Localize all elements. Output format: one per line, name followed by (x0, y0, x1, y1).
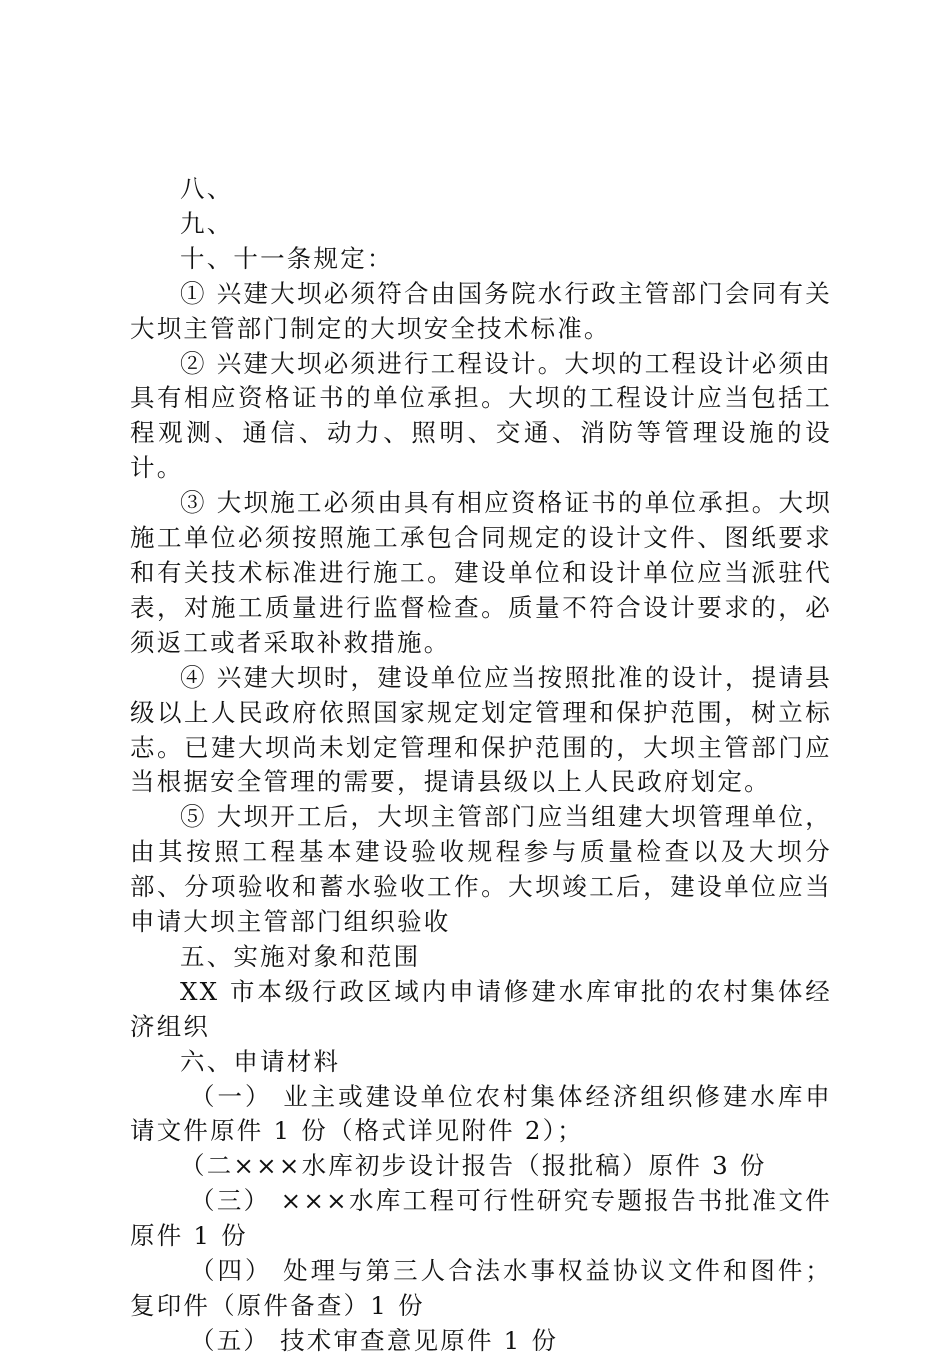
rule-paragraph-4: ④ 兴建大坝时，建设单位应当按照批准的设计，提请县级以上人民政府依照国家规定划定管理和保护范围，树立标志。已建大坝尚未划定管理和保护范围的，大坝主管部门应当根据安全管理的需要，提请县级以上人民政府划定。 (130, 662, 832, 797)
material-item-4: （四） 处理与第三人合法水事权益协议文件和图件；复印件（原件备查）1 份 (130, 1256, 832, 1320)
material-item-3: （三） ×××水库工程可行性研究专题报告书批准文件原件 1 份 (130, 1186, 832, 1251)
material-item-5: （五） 技术审查意见原件 1 份 (190, 1325, 559, 1355)
rule-paragraph-5: ⑤ 大坝开工后，大坝主管部门应当组建大坝管理单位，由其按照工程基本建设验收规程参与质量检查以及大坝分部、分项验收和蓄水验收工作。大坝竣工后，建设单位应当申请大坝主管部门组织验收 (130, 802, 832, 937)
section-heading-scope: 五、实施对象和范围 (180, 941, 421, 971)
scope-paragraph: XX 市本级行政区域内申请修建水库审批的农村集体经济组织 (130, 976, 832, 1041)
material-item-2: （二×××水库初步设计报告（报批稿）原件 3 份 (180, 1151, 767, 1181)
material-item-1: （一） 业主或建设单位农村集体经济组织修建水库申请文件原件 1 份（格式详见附件 2）； (130, 1081, 832, 1146)
section-heading-eight: 八、 (180, 174, 234, 203)
rule-paragraph-2: ② 兴建大坝必须进行工程设计。大坝的工程设计必须由具有相应资格证书的单位承担。大坝的工程设计应当包括工程观测、通信、动力、照明、交通、消防等管理设施的设计。 (130, 348, 832, 483)
section-heading-nine: 九、 (180, 208, 234, 238)
rule-paragraph-3: ③ 大坝施工必须由具有相应资格证书的单位承担。大坝施工单位必须按照施工承包合同规定的设计文件、图纸要求和有关技术标准进行施工。建设单位和设计单位应当派驻代表，对施工质量进行监督检查。质量不符合设计要求的，必须返工或者采取补救措施。 (130, 488, 832, 657)
rule-paragraph-1: ① 兴建大坝必须符合由国务院水行政主管部门会同有关大坝主管部门制定的大坝安全技术标准。 (130, 278, 832, 343)
section-heading-materials: 六、申请材料 (180, 1046, 341, 1076)
section-heading-ten-eleven: 十、十一条规定： (180, 243, 394, 273)
document-body (130, 172, 832, 1359)
